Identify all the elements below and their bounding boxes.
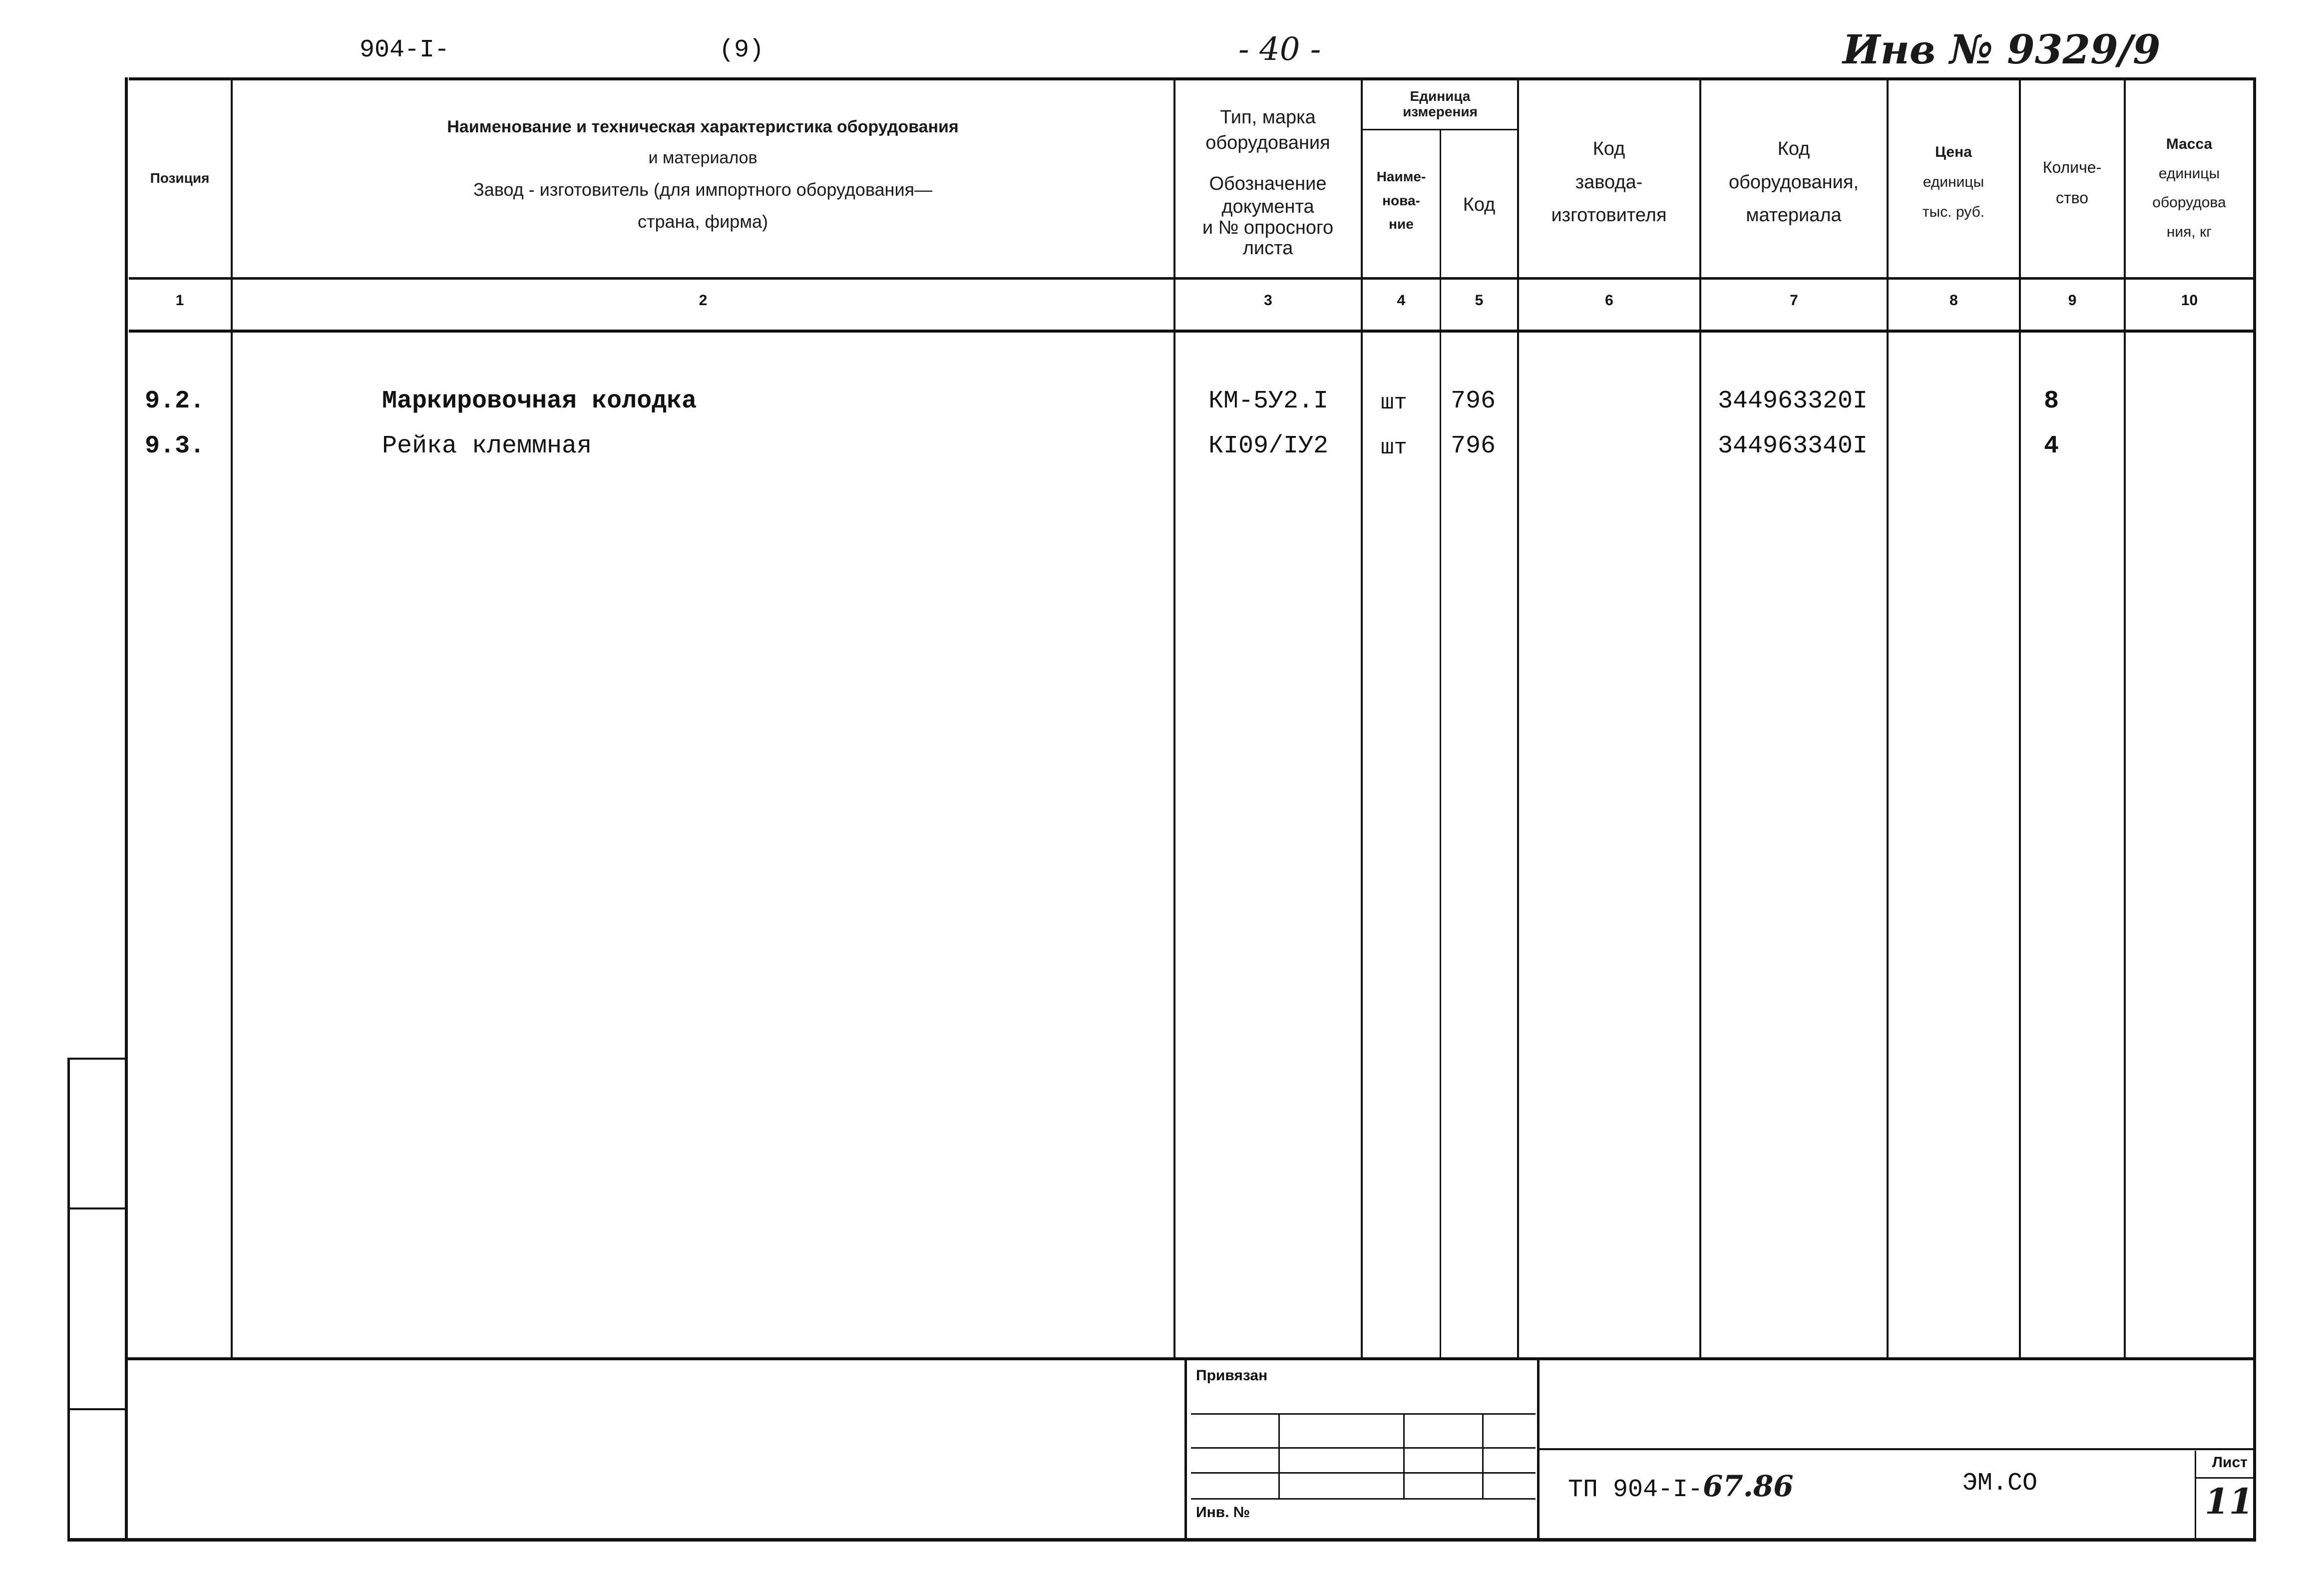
header-unit-name bbox=[1363, 165, 1439, 236]
colnum-8: 8 bbox=[1949, 292, 1958, 309]
col-divider-6 bbox=[1699, 80, 1701, 1359]
header-type-line3: Обозначение bbox=[1209, 173, 1327, 194]
unit-group-divider bbox=[1363, 129, 1517, 130]
header-equipment-line3: материала bbox=[1746, 205, 1842, 226]
header-quantity-line1: Количе- bbox=[2042, 158, 2102, 176]
header-separator bbox=[129, 277, 2253, 280]
header-price-line3: тыс. руб. bbox=[1922, 204, 1985, 220]
header-name-line1: Наименование и техническая характеристика оборудования bbox=[447, 117, 959, 136]
stamp-sheet-number: 11 bbox=[2205, 1481, 2254, 1522]
row-name: Рейка клеммная bbox=[382, 432, 592, 460]
header-unit-name-line1: Наиме- bbox=[1376, 169, 1426, 184]
header-equipment-line2: оборудования, bbox=[1728, 171, 1859, 193]
header-name-line3: Завод - изготовитель (для импортного оборудования— bbox=[473, 179, 933, 200]
header-position: Позиция bbox=[150, 170, 210, 186]
header-plant-line2: завода- bbox=[1575, 171, 1643, 193]
header-unit-name-line2: нова- bbox=[1382, 192, 1420, 208]
header-unit-name-line3: ние bbox=[1389, 216, 1414, 232]
colnum-7: 7 bbox=[1790, 292, 1798, 309]
colnum-10: 10 bbox=[2181, 292, 2198, 309]
colnum-1: 1 bbox=[175, 292, 184, 309]
header-unit-group bbox=[1363, 89, 1517, 120]
header-equipment-code bbox=[1701, 132, 1886, 232]
header-type-line2: оборудования bbox=[1205, 132, 1330, 154]
series-code: 904-I- bbox=[360, 36, 450, 64]
col-divider-7 bbox=[1887, 80, 1889, 1359]
colnum-3: 3 bbox=[1264, 292, 1272, 309]
header-unit-line1: Единица bbox=[1410, 88, 1471, 104]
header-type-line4: документа bbox=[1221, 196, 1314, 217]
header-mass bbox=[2126, 130, 2253, 247]
header-name-block bbox=[235, 116, 1171, 234]
colnum-6: 6 bbox=[1605, 292, 1613, 309]
margin-line-3 bbox=[67, 1408, 125, 1410]
header-equipment-line1: Код bbox=[1777, 138, 1810, 159]
row-quantity: 4 bbox=[2044, 432, 2059, 460]
col-divider-9 bbox=[2124, 80, 2126, 1359]
stamp-doc-code bbox=[1568, 1469, 1794, 1504]
header-mass-line3: оборудова bbox=[2152, 194, 2226, 211]
stamp-title-line bbox=[1540, 1448, 2253, 1450]
row-position: 9.3. bbox=[145, 432, 205, 460]
col-divider-3 bbox=[1361, 80, 1363, 1359]
stamp-doc-code-prefix: ТП 904-I- bbox=[1568, 1476, 1703, 1504]
margin-line-1 bbox=[67, 1058, 125, 1060]
stamp-grid-vline-1 bbox=[1278, 1413, 1280, 1498]
colnum-separator bbox=[129, 330, 2253, 333]
sheet-divider bbox=[2195, 1451, 2196, 1538]
header-type-line1: Тип, марка bbox=[1220, 107, 1316, 128]
stamp-inv-label: Инв. № bbox=[1196, 1504, 1250, 1521]
stamp-grid-vline-3 bbox=[1482, 1413, 1484, 1498]
colnum-4: 4 bbox=[1397, 292, 1406, 309]
header-type-line5: и № опросного bbox=[1202, 217, 1334, 238]
margin-left-line bbox=[67, 1058, 70, 1541]
margin-line-2 bbox=[67, 1207, 125, 1209]
row-equipment-code: 344963340I bbox=[1718, 432, 1868, 460]
colnum-9: 9 bbox=[2068, 292, 2077, 309]
header-mass-line2: единицы bbox=[2158, 165, 2220, 182]
frame-top-line bbox=[129, 77, 2256, 80]
header-name-line2: и материалов bbox=[648, 148, 758, 167]
header-price bbox=[1889, 137, 2018, 227]
stamp-grid-line-1 bbox=[1191, 1413, 1536, 1415]
row-unit-name: шт bbox=[1381, 391, 1407, 415]
header-plant-line1: Код bbox=[1592, 138, 1625, 159]
stamp-divider-left bbox=[1184, 1357, 1187, 1540]
stamp-sheet-label: Лист bbox=[2212, 1454, 2248, 1471]
header-price-line2: единицы bbox=[1923, 174, 1984, 190]
stamp-grid-line-3 bbox=[1191, 1472, 1536, 1474]
sheet-label-line bbox=[2196, 1477, 2253, 1479]
row-type: КI09/IУ2 bbox=[1208, 432, 1329, 460]
header-unit-line2: измерения bbox=[1403, 103, 1478, 119]
row-unit-code: 796 bbox=[1451, 432, 1496, 460]
col-divider-5 bbox=[1517, 80, 1519, 1359]
col-divider-1 bbox=[231, 80, 233, 1359]
stamp-grid-line-2 bbox=[1191, 1447, 1536, 1449]
frame-right-line bbox=[2253, 77, 2256, 1541]
colnum-5: 5 bbox=[1475, 292, 1484, 309]
header-plant-line3: изготовителя bbox=[1551, 205, 1667, 226]
header-price-line1: Цена bbox=[1935, 144, 1972, 160]
header-type-line6: листа bbox=[1242, 238, 1293, 259]
inventory-number: Инв № 9329/9 bbox=[1843, 26, 2161, 73]
col-divider-4 bbox=[1440, 130, 1441, 1358]
frame-bottom-line bbox=[67, 1538, 2256, 1542]
row-type: КМ-5У2.I bbox=[1208, 387, 1329, 415]
row-quantity: 8 bbox=[2044, 387, 2059, 415]
frame-left-line bbox=[125, 77, 128, 1541]
col-divider-8 bbox=[2019, 80, 2021, 1359]
page-number: - 40 - bbox=[1238, 31, 1321, 68]
colnum-2: 2 bbox=[699, 292, 708, 309]
stamp-grid-vline-2 bbox=[1403, 1413, 1405, 1498]
header-plant-code bbox=[1519, 132, 1699, 232]
header-name-line4: страна, фирма) bbox=[638, 211, 768, 232]
col-divider-2 bbox=[1173, 80, 1175, 1359]
row-equipment-code: 344963320I bbox=[1718, 387, 1868, 415]
row-unit-code: 796 bbox=[1451, 387, 1496, 415]
part-number: (9) bbox=[719, 36, 765, 64]
stamp-doc-suffix: ЭМ.СО bbox=[1962, 1469, 2038, 1498]
header-quantity-line2: ство bbox=[2055, 188, 2089, 207]
stamp-doc-code-handwritten: 67.86 bbox=[1703, 1469, 1794, 1503]
stamp-attached-label: Привязан bbox=[1196, 1367, 1268, 1384]
row-unit-name: шт bbox=[1381, 435, 1407, 460]
header-mass-line4: ния, кг bbox=[2166, 223, 2212, 240]
stamp-top-line bbox=[128, 1357, 2253, 1360]
header-type-block bbox=[1176, 105, 1360, 259]
header-unit-code: Код bbox=[1463, 194, 1496, 215]
row-name: Маркировочная колодка bbox=[382, 387, 697, 415]
header-mass-line1: Масса bbox=[2166, 136, 2213, 152]
header-quantity bbox=[2021, 152, 2123, 213]
stamp-grid-line-4 bbox=[1191, 1498, 1536, 1500]
row-position: 9.2. bbox=[145, 387, 205, 415]
